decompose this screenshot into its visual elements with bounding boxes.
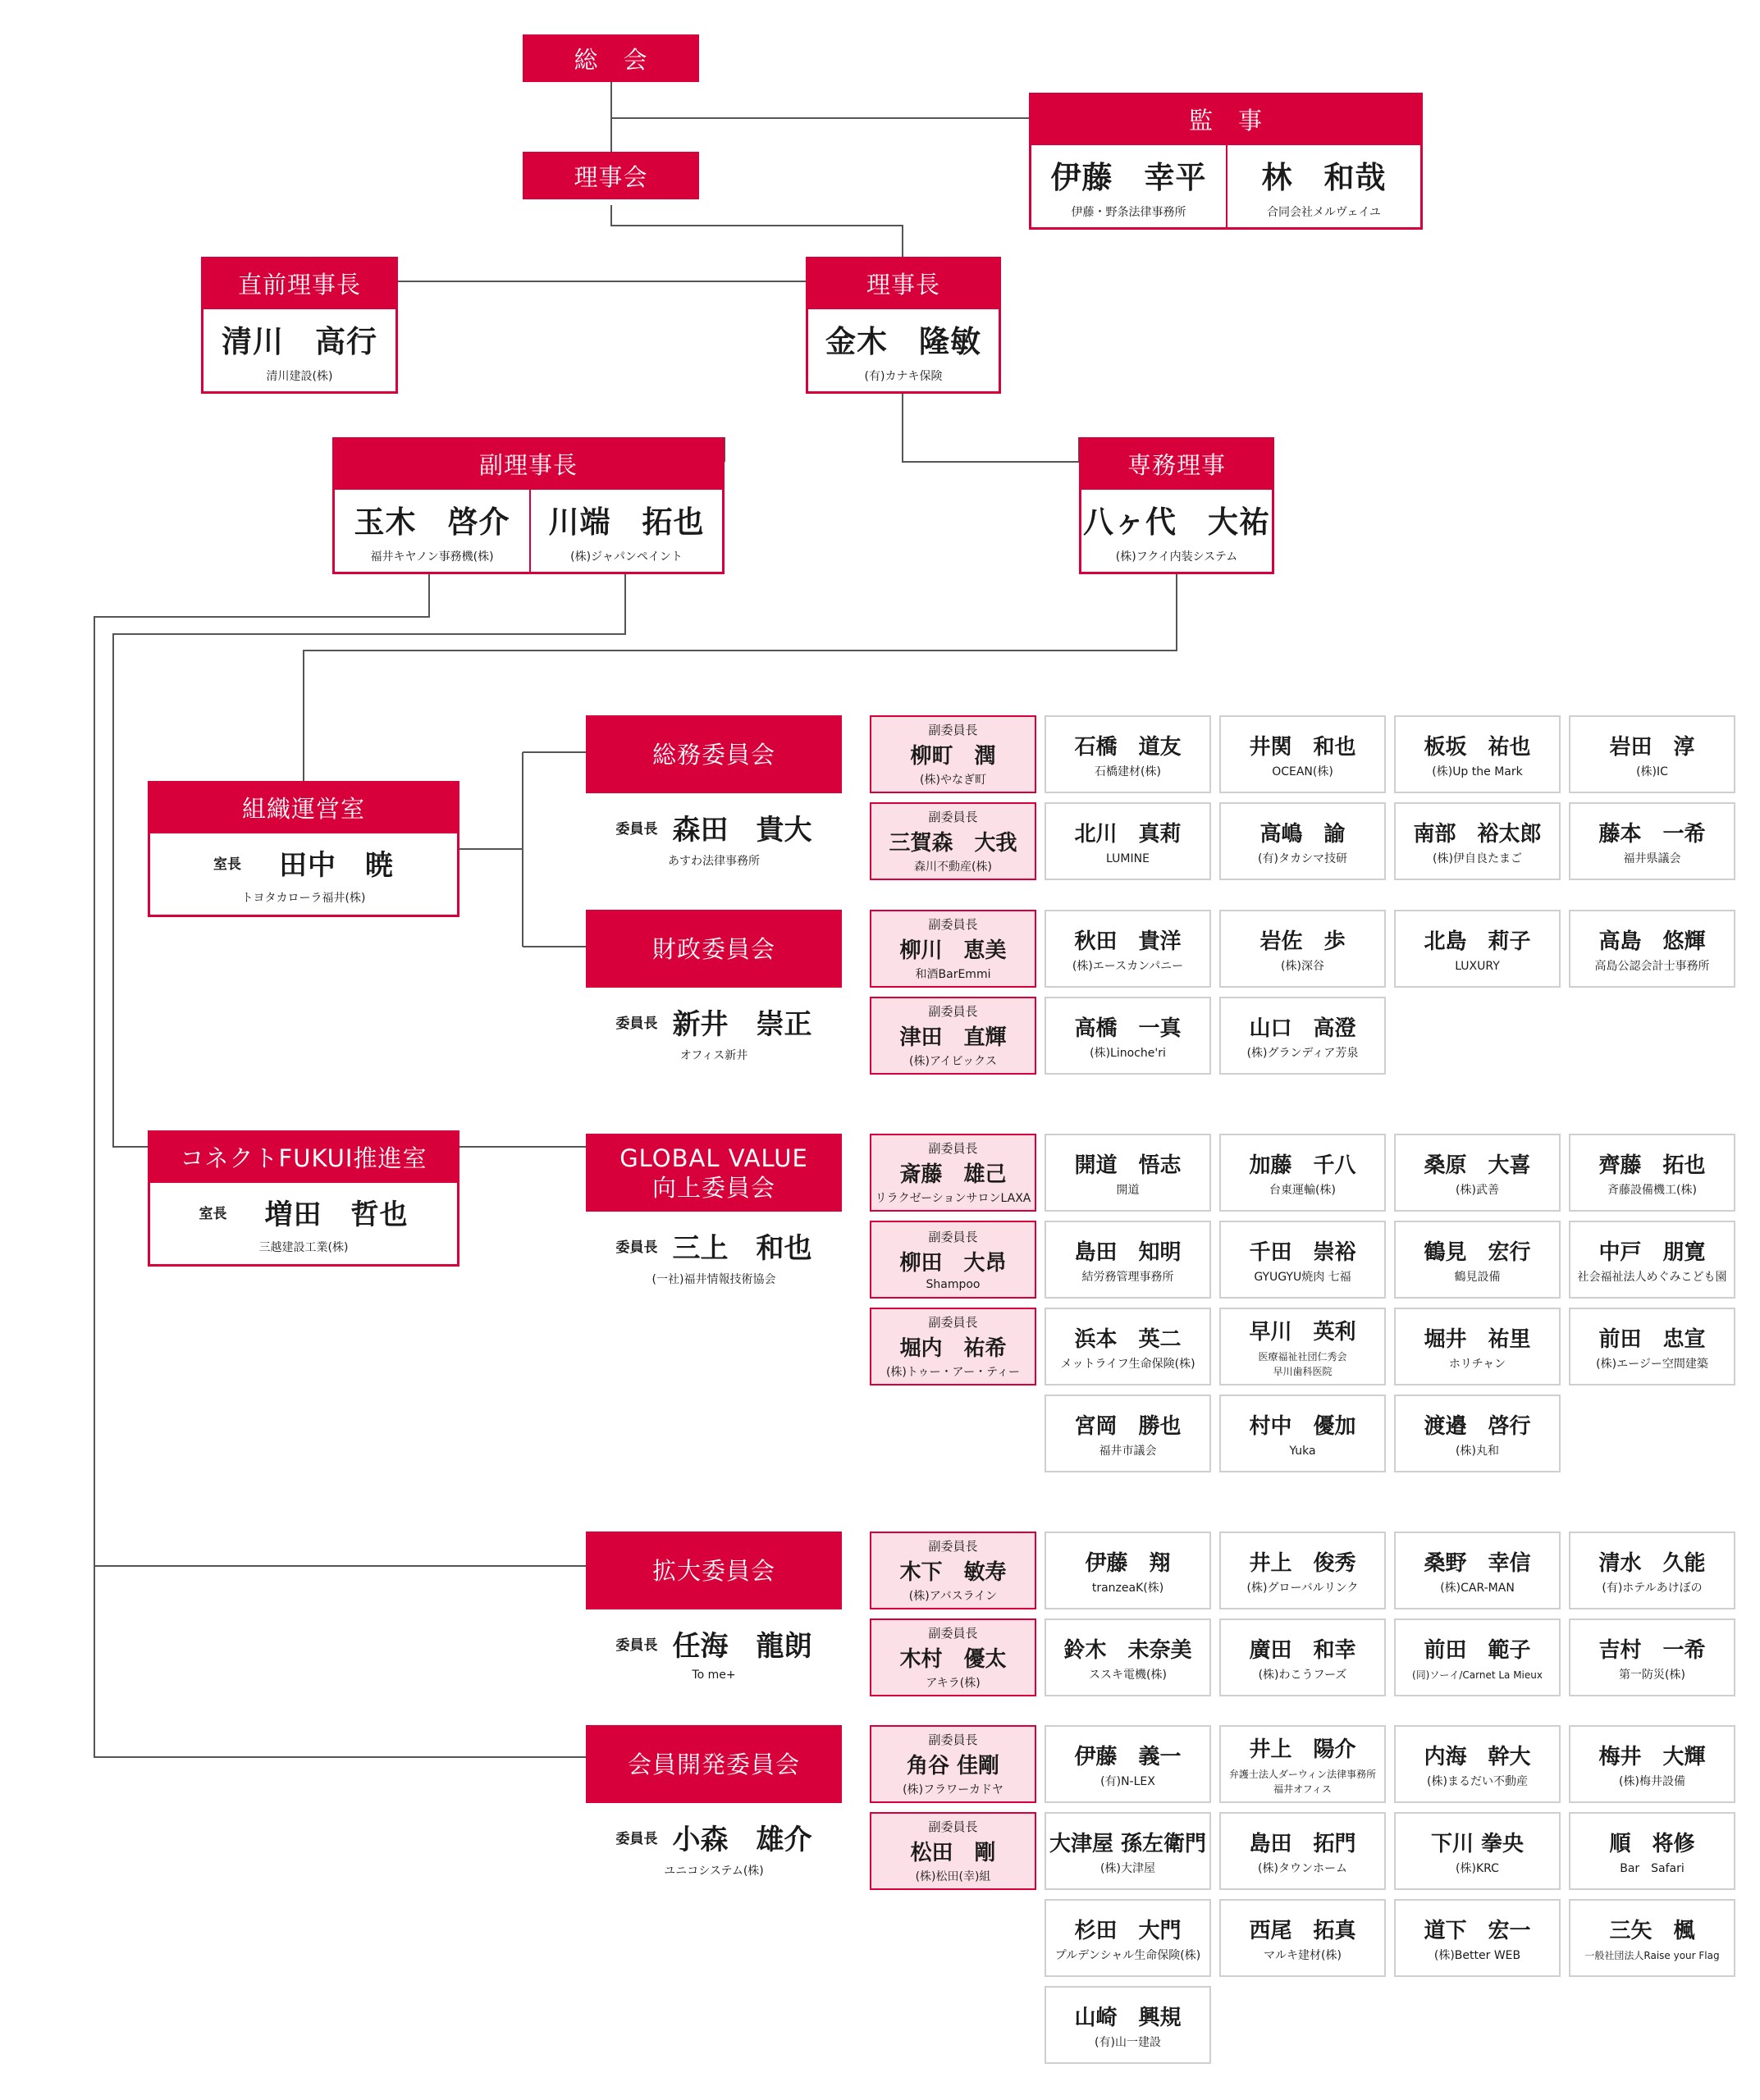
vice-chairman-box [332,437,725,574]
member-box [1219,1899,1386,1977]
connect-head-name: 増田 哲也 [264,1198,409,1231]
member-box [1394,910,1561,988]
chairman-org: (有)カナキ保険 [864,370,943,383]
member-name: 村中 優加 [1249,1413,1356,1439]
executive-director-title: 専務理事 [1079,437,1274,490]
member-name: 内海 幹大 [1424,1744,1531,1769]
executive-director-box [1079,437,1274,574]
member-org: (株)KRC [1456,1861,1499,1875]
member-org: 台東運輸(株) [1269,1183,1336,1197]
executive-director-body [1081,490,1272,572]
member-name: 吉村 一希 [1598,1637,1706,1663]
connect-fukui-office-title: コネクトFUKUI推進室 [148,1130,459,1183]
member-box [1569,715,1735,793]
chair-role: 委員長 [615,1637,658,1654]
member-org: (有)山一建設 [1095,2035,1161,2049]
member-name: 梅井 大輝 [1598,1744,1706,1769]
vice-chair-label: 副委員長 [928,1315,978,1330]
chair-org: オフィス新井 [679,1049,748,1062]
connect-head-role: 室長 [199,1206,227,1222]
vice-chair-box [870,802,1036,880]
member-name: 石橋 道友 [1074,734,1182,760]
member-name: 島田 知明 [1074,1239,1182,1265]
vice-chairman-member-1 [335,490,529,572]
member-box [1394,1532,1561,1609]
vice-chair-org: アキラ(株) [926,1677,981,1690]
member-name: 藤本 一希 [1598,821,1706,847]
auditor-2-name: 林 和哉 [1261,160,1387,195]
vice-chairman-1-org: 福井キヤノン事務機(株) [370,550,494,564]
member-box [1219,997,1386,1075]
member-name: 井上 陽介 [1249,1737,1356,1762]
board-of-directors-box: 理事会 [523,152,699,199]
member-org: ススキ電機(株) [1089,1668,1167,1682]
member-org: (株)武善 [1456,1183,1499,1197]
chair-row [616,1226,812,1266]
member-name: 順 将修 [1609,1831,1695,1856]
chair-role: 委員長 [615,821,658,838]
auditor-box [1029,93,1423,230]
vice-chair-name: 木下 敏寿 [899,1560,1007,1585]
member-org: (株)タウンホーム [1258,1861,1347,1875]
member-org: (株)梅井設備 [1619,1774,1685,1788]
member-box [1045,1221,1211,1299]
member-box [1219,1221,1386,1299]
member-org: (有)タカシマ技研 [1258,851,1347,865]
vice-chair-name: 柳町 潤 [910,744,996,769]
vice-chair-name: 三賀森 大我 [889,831,1017,856]
member-box [1569,802,1735,880]
member-org: メットライフ生命保険(株) [1060,1357,1195,1371]
member-box [1045,1986,1211,2064]
former-chairman-box [201,257,398,394]
vice-chair-org: リラクゼーションサロンLAXA [875,1192,1031,1205]
vice-chair-box [870,1221,1036,1299]
member-box [1219,1532,1386,1609]
committee-title-global: GLOBAL VALUE 向上委員会 [586,1134,842,1212]
member-box [1394,1134,1561,1212]
member-box [1394,1812,1561,1890]
member-name: 前田 範子 [1424,1637,1531,1663]
member-name: 桑野 幸信 [1424,1550,1531,1576]
member-org: (株)Up the Mark [1432,765,1523,778]
member-box [1045,1134,1211,1212]
member-box [1219,1725,1386,1803]
member-name: 高島 悠輝 [1598,929,1706,954]
member-box [1394,1308,1561,1386]
member-box [1045,1812,1211,1890]
member-box [1569,1725,1735,1803]
connect-office-body [150,1183,457,1264]
member-name: 齊藤 拓也 [1598,1153,1706,1178]
member-box [1045,1532,1211,1609]
member-org: (株)グランディア芳泉 [1246,1046,1359,1060]
vice-chairman-2-name: 川端 拓也 [548,504,705,540]
vice-chair-name: 木村 優太 [899,1647,1007,1672]
vice-chair-org: (株)アバスライン [908,1590,998,1603]
member-org: (株)CAR-MAN [1440,1581,1515,1595]
member-name: 岩田 淳 [1609,734,1695,760]
chairman-title: 理事長 [806,257,1001,309]
committee-title-soumu: 総務委員会 [586,715,842,793]
member-org: プルデンシャル生命保険(株) [1054,1948,1201,1962]
member-org: 第一防災(株) [1619,1668,1685,1682]
member-name: 杉田 大門 [1074,1918,1182,1943]
member-box [1219,1812,1386,1890]
member-name: 清水 久能 [1598,1550,1706,1576]
committee-chair-zaisei [586,1002,842,1063]
member-org: LUMINE [1106,851,1150,865]
member-name: 伊藤 翔 [1085,1550,1171,1576]
member-name: 中戸 朋寛 [1598,1239,1706,1265]
vice-chairman-1-name: 玉木 啓介 [354,504,510,540]
chair-org: ユニコシステム(株) [664,1865,764,1878]
member-box [1045,910,1211,988]
member-box [1219,802,1386,880]
former-chairman-org: 清川建設(株) [266,370,333,383]
member-org: 社会福祉法人めぐみこども園 [1577,1270,1727,1284]
member-name: 北川 真莉 [1074,821,1182,847]
executive-director-org: (株)フクイ内装システム [1115,550,1238,564]
chair-name: 小森 雄介 [672,1824,812,1856]
member-name: 鶴見 宏行 [1424,1239,1531,1265]
member-org: 医療福祉社団仁秀会 早川歯科医院 [1258,1350,1347,1377]
vice-chair-label: 副委員長 [928,810,978,824]
member-box [1569,1532,1735,1609]
vice-chair-org: (株)フラワーカドヤ [903,1783,1003,1796]
member-name: 北島 莉子 [1424,929,1531,954]
office-head-org: トヨタカローラ福井(株) [241,892,366,905]
member-name: 岩佐 歩 [1259,929,1346,954]
member-org: (株)Linoche'ri [1090,1046,1166,1060]
former-chairman-body [203,309,395,391]
member-name: 加藤 千八 [1249,1153,1356,1178]
member-name: 三矢 楓 [1609,1918,1695,1943]
member-org: 石橋建材(株) [1095,765,1161,778]
member-org: 結労務管理事務所 [1081,1270,1174,1284]
chairman-body [808,309,999,391]
committee-title-kakudai: 拡大委員会 [586,1532,842,1609]
member-box [1045,1899,1211,1977]
vice-chair-org: Shampoo [926,1278,981,1291]
member-org: 福井県議会 [1623,851,1681,865]
member-box [1219,1134,1386,1212]
member-name: 千田 崇裕 [1249,1239,1356,1265]
member-box [1219,1395,1386,1472]
member-box [1569,1899,1735,1977]
member-name: 西尾 拓真 [1249,1918,1356,1943]
member-name: 山口 高澄 [1249,1016,1356,1041]
member-org: (株)グローバルリンク [1246,1581,1359,1595]
member-name: 島田 拓門 [1249,1831,1356,1856]
office-head-row [213,842,394,883]
auditor-2-org: 合同会社メルヴェイユ [1267,206,1381,219]
vice-chairman-title: 副理事長 [332,437,725,490]
member-org: OCEAN(株) [1272,765,1333,778]
office-head-name: 田中 暁 [279,849,394,882]
member-name: 大津屋 孫左衛門 [1049,1831,1207,1856]
connect-head-row [199,1192,409,1232]
member-box [1219,1308,1386,1386]
member-box [1394,1618,1561,1696]
chair-name: 三上 和也 [672,1232,812,1265]
member-box [1045,997,1211,1075]
organization-office-body [150,833,457,915]
member-box [1045,1308,1211,1386]
committee-title-zaisei: 財政委員会 [586,910,842,988]
chairman-box [806,257,1001,394]
member-box [1569,1308,1735,1386]
auditor-member-1 [1031,145,1226,227]
vice-chair-name: 柳田 大昂 [899,1251,1007,1276]
organization-office-box [148,781,459,917]
organization-office-title: 組織運営室 [148,781,459,833]
vice-chair-name: 斎藤 雄己 [899,1162,1007,1187]
vice-chair-label: 副委員長 [928,723,978,737]
member-box [1569,1618,1735,1696]
vice-chair-org: (株)トゥー・アー・ティー [885,1366,1021,1379]
vice-chair-label: 副委員長 [928,1626,978,1641]
member-org: Bar Safari [1620,1861,1685,1875]
member-box [1394,1221,1561,1299]
committee-chair-global [586,1226,842,1287]
vice-chair-box [870,1308,1036,1386]
member-box [1569,1812,1735,1890]
former-chairman-name: 清川 高行 [222,324,377,359]
member-org: (同)ソーイ/Carnet La Mieux [1411,1669,1543,1681]
vice-chair-org: (株)やなぎ町 [920,774,986,787]
member-name: 鈴木 未奈美 [1063,1637,1192,1663]
member-org: (株)大津屋 [1100,1861,1155,1875]
member-org: 斉藤設備機工(株) [1607,1183,1697,1197]
member-name: 廣田 和幸 [1249,1637,1356,1663]
member-box [1569,1134,1735,1212]
member-box [1569,1221,1735,1299]
member-box [1045,1725,1211,1803]
auditor-1-name: 伊藤 幸平 [1050,160,1207,195]
member-org: (株)エースカンパニー [1072,959,1184,973]
vice-chair-label: 副委員長 [928,1732,978,1747]
auditor-1-org: 伊藤・野条法律事務所 [1071,206,1186,219]
vice-chair-box [870,1532,1036,1609]
member-org: 弁護士法人ダーウィン法律事務所 福井オフィス [1228,1768,1377,1795]
member-name: 開道 悟志 [1074,1153,1182,1178]
member-org: Yuka [1289,1444,1316,1458]
chair-name: 任海 龍朗 [672,1630,812,1663]
member-org: (株)まるだい不動産 [1427,1774,1528,1788]
vice-chair-box [870,1812,1036,1890]
member-box [1394,1725,1561,1803]
member-box [1219,715,1386,793]
member-org: (株)伊自良たまご [1433,851,1522,865]
chair-name: 新井 崇正 [672,1008,812,1041]
member-box [1394,802,1561,880]
member-name: 伊藤 義一 [1074,1744,1182,1769]
committee-chair-kaiin [586,1817,842,1879]
member-box [1394,715,1561,793]
chair-role: 委員長 [615,1239,658,1256]
vice-chair-org: 森川不動産(株) [914,861,992,874]
chair-name: 森田 貴大 [672,814,812,847]
member-org: (有)ホテルあけぼの [1602,1581,1703,1595]
former-chairman-title: 直前理事長 [201,257,398,309]
chair-row [616,1002,812,1042]
vice-chair-label: 副委員長 [928,1141,978,1156]
chair-row [616,1817,812,1857]
vice-chair-box [870,1134,1036,1212]
member-box [1394,1395,1561,1472]
chair-role: 委員長 [615,1016,658,1032]
member-box [1045,802,1211,880]
committee-chair-soumu [586,807,842,869]
member-org: (株)IC [1636,765,1668,778]
member-name: 渡邉 啓行 [1424,1413,1531,1439]
member-org: tranzeaK(株) [1091,1581,1164,1595]
chairman-name: 金木 隆敏 [825,324,981,359]
member-name: 下川 拳央 [1430,1831,1525,1856]
chair-row [616,807,812,847]
member-name: 浜本 英二 [1074,1326,1182,1352]
member-org: 開道 [1116,1183,1140,1197]
vice-chair-name: 堀内 祐希 [899,1336,1007,1361]
member-box [1219,910,1386,988]
member-name: 宮岡 勝也 [1074,1413,1182,1439]
connect-fukui-office-box [148,1130,459,1267]
vice-chairman-2-org: (株)ジャパンペイント [570,550,683,564]
member-org: 一般社団法人Raise your Flag [1584,1949,1720,1961]
vice-chair-org: 和酒BarEmmi [915,968,991,981]
member-name: 高橋 一真 [1074,1016,1182,1041]
chair-org: あすわ法律事務所 [668,855,760,868]
member-org: LUXURY [1455,959,1500,973]
member-org: 福井市議会 [1099,1444,1157,1458]
chair-role: 委員長 [615,1831,658,1847]
member-name: 桑原 大喜 [1424,1153,1531,1178]
vice-chair-box [870,715,1036,793]
member-org: マルキ建材(株) [1264,1948,1342,1962]
vice-chair-box [870,910,1036,988]
member-name: 板坂 祐也 [1424,734,1531,760]
chair-org: (一社)福井情報技術協会 [651,1273,776,1286]
connect-head-org: 三越建設工業(株) [258,1241,349,1254]
member-box [1045,715,1211,793]
member-org: 高島公認会計士事務所 [1594,959,1710,973]
vice-chair-name: 柳川 恵美 [899,938,1007,963]
member-name: 南部 裕太郎 [1413,821,1542,847]
vice-chair-org: (株)アイビックス [909,1055,997,1068]
member-box [1045,1395,1211,1472]
member-org: GYUGYU焼肉 七福 [1254,1270,1351,1284]
member-org: 鶴見設備 [1454,1270,1501,1284]
member-name: 堀井 祐里 [1424,1326,1531,1352]
member-org: (株)丸和 [1456,1444,1499,1458]
committee-title-kaiin: 会員開発委員会 [586,1725,842,1803]
vice-chair-box [870,1618,1036,1696]
member-org: (株)エージー空間建築 [1596,1357,1708,1371]
vice-chair-box [870,997,1036,1075]
member-box [1569,910,1735,988]
member-name: 早川 英利 [1249,1319,1356,1344]
member-name: 秋田 貴洋 [1074,929,1182,954]
vice-chairman-member-2 [531,490,722,572]
member-name: 道下 宏一 [1424,1918,1531,1943]
general-assembly-box: 総 会 [523,34,699,82]
member-name: 井上 俊秀 [1249,1550,1356,1576]
member-org: (株)Better WEB [1433,1948,1521,1962]
member-name: 前田 忠宣 [1598,1326,1706,1352]
member-name: 井関 和也 [1249,734,1356,760]
auditor-title: 監 事 [1029,93,1423,145]
auditor-member-2 [1227,145,1420,227]
vice-chair-org: (株)松田(幸)組 [915,1870,991,1883]
member-org: (株)深谷 [1281,959,1324,973]
vice-chair-box [870,1725,1036,1803]
member-box [1394,1899,1561,1977]
vice-chair-label: 副委員長 [928,1230,978,1244]
vice-chair-label: 副委員長 [928,1004,978,1019]
vice-chair-label: 副委員長 [928,917,978,932]
executive-director-name: 八ヶ代 大祐 [1083,504,1270,540]
vice-chair-label: 副委員長 [928,1819,978,1834]
committee-chair-kakudai [586,1623,842,1682]
chair-org: To me+ [692,1669,736,1682]
member-org: (株)わこうフーズ [1258,1668,1347,1682]
member-org: ホリチャン [1448,1357,1506,1371]
member-name: 高嶋 諭 [1259,821,1346,847]
vice-chair-label: 副委員長 [928,1539,978,1554]
vice-chair-name: 津田 直輝 [899,1025,1007,1050]
vice-chair-name: 角谷 佳剛 [906,1754,1000,1778]
member-name: 山崎 興規 [1074,2005,1182,2030]
chair-row [616,1623,812,1664]
member-org: (有)N-LEX [1100,1774,1155,1788]
member-box [1219,1618,1386,1696]
office-head-role: 室長 [213,856,241,873]
member-box [1045,1618,1211,1696]
vice-chair-name: 松田 剛 [910,1841,996,1865]
